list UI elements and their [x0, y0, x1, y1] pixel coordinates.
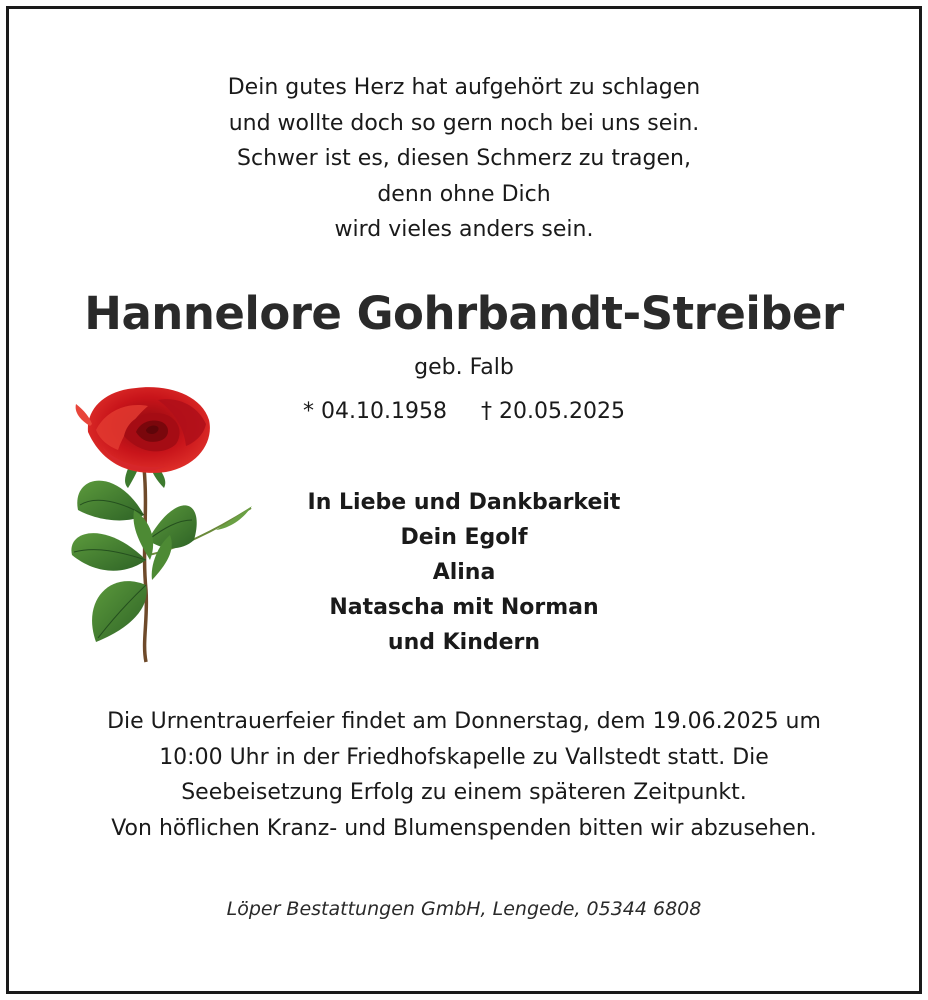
- mourner-line: und Kindern: [387, 630, 541, 655]
- poem-line: wird vieles anders sein.: [334, 217, 594, 242]
- funeral-notice: [0, 704, 928, 846]
- deceased-name: Hannelore Gohrbandt-Streiber: [84, 287, 844, 340]
- mourner-line: Natascha mit Norman: [329, 595, 599, 620]
- poem-line: Dein gutes Herz hat aufgehört zu schlagen: [227, 75, 701, 100]
- maiden-name: geb. Falb: [414, 355, 514, 380]
- mourner-line: Dein Egolf: [400, 525, 528, 550]
- undertaker-info: Löper Bestattungen GmbH, Lengede, 05344 6808: [226, 898, 702, 920]
- poem-line: denn ohne Dich: [377, 181, 551, 207]
- notice-line: Seebeisetzung Erfolg zu einem späteren Zeitpunkt.: [181, 780, 747, 805]
- poem: [0, 70, 928, 248]
- poem-line: Schwer ist es, diesen Schmerz zu tragen,: [237, 146, 691, 171]
- death-date: † 20.05.2025: [481, 399, 625, 424]
- mourner-line: In Liebe und Dankbarkeit: [307, 490, 621, 515]
- poem-line: und wollte doch so gern noch bei uns sein.: [228, 110, 700, 136]
- mourners-list: [0, 485, 928, 660]
- notice-line: 10:00 Uhr in der Friedhofskapelle zu Vallstedt statt. Die: [159, 744, 769, 770]
- notice-line: Die Urnentrauerfeier findet am Donnerstag, dem 19.06.2025 um: [107, 709, 821, 734]
- notice-line: Von höflichen Kranz- und Blumenspenden bitten wir abzusehen.: [111, 815, 817, 841]
- birth-date: * 04.10.1958: [303, 399, 447, 424]
- mourner-line: Alina: [432, 560, 496, 585]
